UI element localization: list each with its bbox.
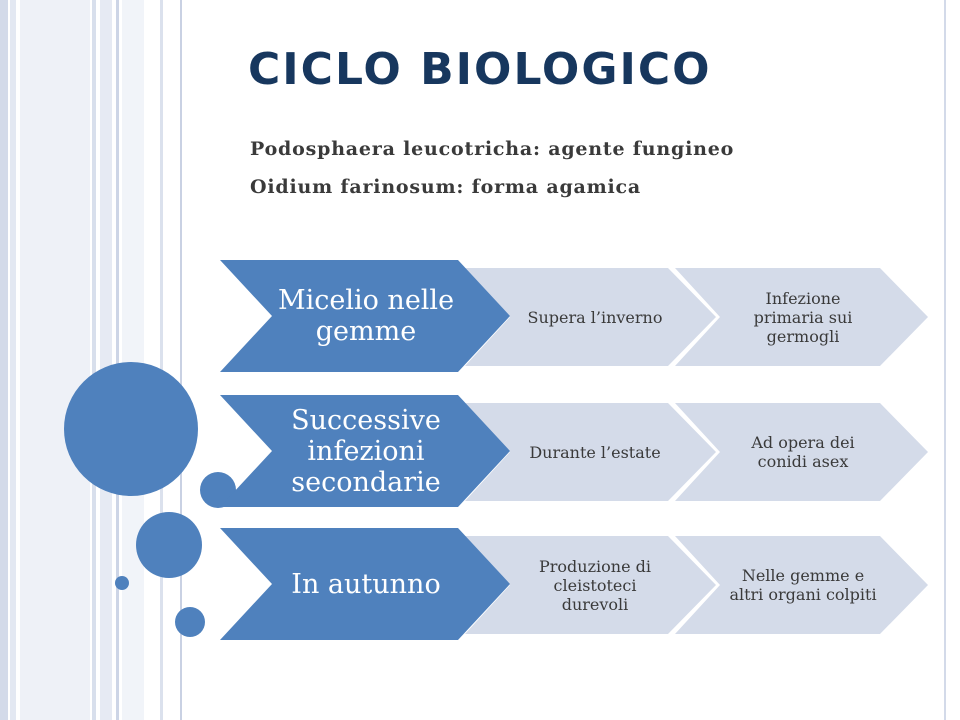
row-main-label: In autunno (291, 568, 441, 600)
row-step1-label: Produzione di cleistoteci durevoli (539, 556, 651, 614)
row-step2-label: Infezione primaria sui germogli (753, 288, 853, 346)
row-step1-label: Supera l’inverno (527, 307, 663, 327)
row-main-label: Micelio nelle gemme (277, 285, 455, 347)
row-main-label: Successive infezioni secondarie (291, 404, 441, 498)
row-step2-label: Nelle gemme e altri organi colpiti (729, 566, 877, 604)
row-step1-label: Durante l’estate (529, 442, 661, 462)
subtitle-line: Oidium farinosum: forma agamica (250, 176, 642, 198)
slide-title: CICLO BIOLOGICO (248, 44, 712, 95)
subtitle-line: Podosphaera leucotricha: agente fungineo (250, 138, 735, 160)
row-step2-label: Ad opera dei conidi asex (751, 433, 855, 471)
